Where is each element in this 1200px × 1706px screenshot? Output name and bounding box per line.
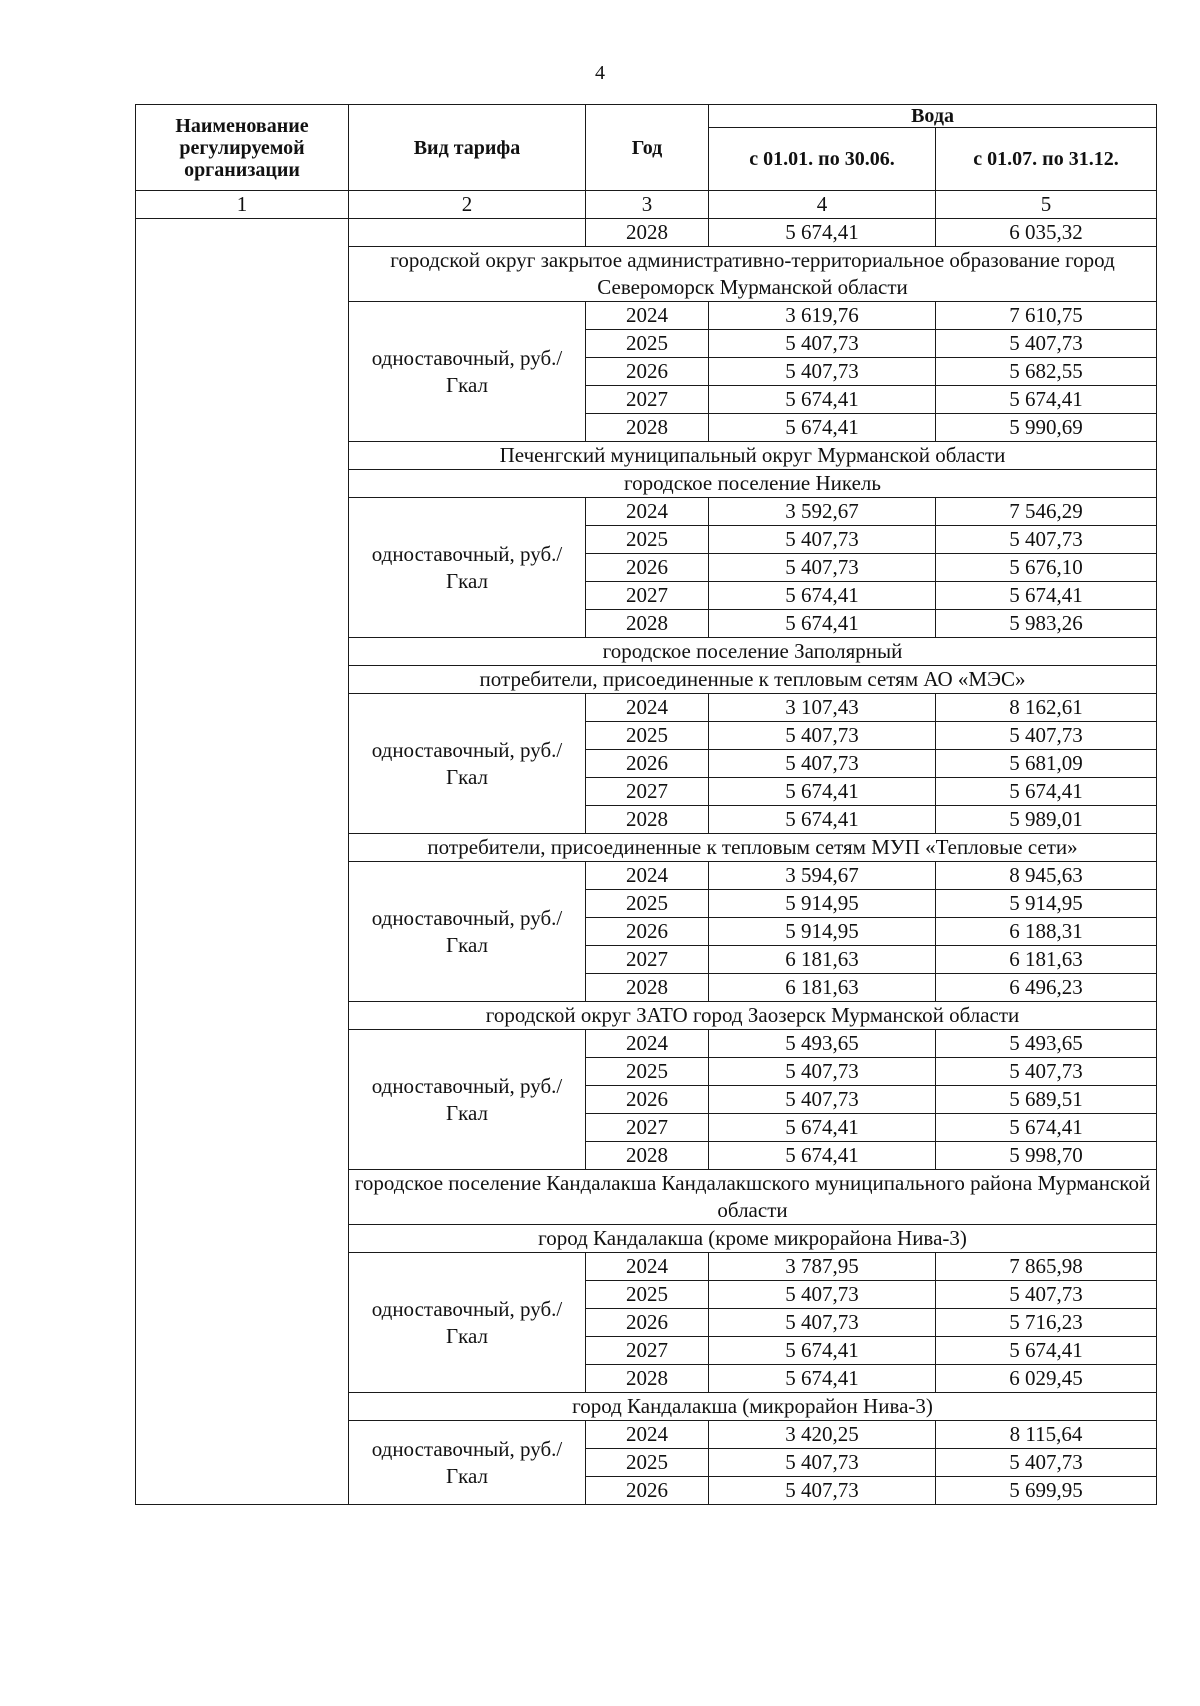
header-year: Год xyxy=(586,105,709,191)
column-number: 4 xyxy=(709,191,936,219)
tariff-cell: одноставочный, руб./Гкал xyxy=(349,862,586,1002)
value-cell: 5 407,73 xyxy=(709,1281,936,1309)
value-cell: 5 674,41 xyxy=(709,778,936,806)
value-cell: 5 674,41 xyxy=(709,386,936,414)
column-number: 3 xyxy=(586,191,709,219)
year-cell: 2027 xyxy=(586,582,709,610)
value-cell: 6 496,23 xyxy=(936,974,1157,1002)
value-cell: 5 493,65 xyxy=(709,1030,936,1058)
value-cell: 5 716,23 xyxy=(936,1309,1157,1337)
value-cell: 5 493,65 xyxy=(936,1030,1157,1058)
value-cell: 5 407,73 xyxy=(936,1449,1157,1477)
year-cell: 2026 xyxy=(586,750,709,778)
value-cell: 5 407,73 xyxy=(709,330,936,358)
year-cell: 2027 xyxy=(586,1114,709,1142)
value-cell: 5 998,70 xyxy=(936,1142,1157,1170)
value-cell: 8 945,63 xyxy=(936,862,1157,890)
year-cell: 2025 xyxy=(586,722,709,750)
value-cell: 6 188,31 xyxy=(936,918,1157,946)
value-cell: 3 619,76 xyxy=(709,302,936,330)
value-cell: 6 181,63 xyxy=(709,974,936,1002)
value-cell: 5 914,95 xyxy=(936,890,1157,918)
value-cell: 5 674,41 xyxy=(936,1337,1157,1365)
value-cell: 5 407,73 xyxy=(709,750,936,778)
year-cell: 2024 xyxy=(586,498,709,526)
value-cell: 5 407,73 xyxy=(936,1281,1157,1309)
column-number: 2 xyxy=(349,191,586,219)
section-heading: городское поселение Заполярный xyxy=(349,638,1157,666)
year-cell: 2027 xyxy=(586,1337,709,1365)
year-cell: 2028 xyxy=(586,1365,709,1393)
value-cell: 3 420,25 xyxy=(709,1421,936,1449)
year-cell: 2025 xyxy=(586,890,709,918)
value-cell: 5 674,41 xyxy=(709,1337,936,1365)
year-cell: 2026 xyxy=(586,1477,709,1505)
value-cell: 3 594,67 xyxy=(709,862,936,890)
column-number: 5 xyxy=(936,191,1157,219)
section-heading: городской округ закрытое административно-территориальное образование город Североморск Мурманской области xyxy=(349,247,1157,302)
value-cell: 5 699,95 xyxy=(936,1477,1157,1505)
header-water: Вода xyxy=(709,105,1157,128)
value-cell: 5 674,41 xyxy=(709,582,936,610)
value-cell: 5 914,95 xyxy=(709,890,936,918)
year-cell: 2025 xyxy=(586,1281,709,1309)
year-cell: 2026 xyxy=(586,554,709,582)
value-cell: 5 674,41 xyxy=(709,1142,936,1170)
value-cell: 6 181,63 xyxy=(936,946,1157,974)
year-cell: 2024 xyxy=(586,1253,709,1281)
year-cell: 2024 xyxy=(586,694,709,722)
year-cell: 2025 xyxy=(586,330,709,358)
value-cell: 8 115,64 xyxy=(936,1421,1157,1449)
value-cell: 5 674,41 xyxy=(936,778,1157,806)
value-cell: 5 674,41 xyxy=(709,806,936,834)
value-cell: 5 681,09 xyxy=(936,750,1157,778)
year-cell: 2028 xyxy=(586,219,709,247)
year-cell: 2027 xyxy=(586,946,709,974)
value-cell: 5 407,73 xyxy=(936,1058,1157,1086)
section-heading: городское поселение Кандалакша Кандалакшского муниципального района Мурманской области xyxy=(349,1170,1157,1225)
tariff-cell: одноставочный, руб./Гкал xyxy=(349,302,586,442)
tariff-cell: одноставочный, руб./Гкал xyxy=(349,694,586,834)
value-cell: 3 787,95 xyxy=(709,1253,936,1281)
year-cell: 2025 xyxy=(586,1058,709,1086)
table-body xyxy=(136,219,1157,1505)
value-cell: 7 610,75 xyxy=(936,302,1157,330)
section-heading: потребители, присоединенные к тепловым сетям АО «МЭС» xyxy=(349,666,1157,694)
value-cell: 5 674,41 xyxy=(936,1114,1157,1142)
tariff-table xyxy=(135,104,1157,1505)
org-cell xyxy=(136,219,349,1505)
value-cell: 5 407,73 xyxy=(709,526,936,554)
header-period-2: с 01.07. по 31.12. xyxy=(936,128,1157,191)
year-cell: 2025 xyxy=(586,1449,709,1477)
value-cell: 5 674,41 xyxy=(709,1114,936,1142)
year-cell: 2024 xyxy=(586,1421,709,1449)
value-cell: 5 674,41 xyxy=(709,414,936,442)
value-cell: 7 865,98 xyxy=(936,1253,1157,1281)
value-cell: 6 029,45 xyxy=(936,1365,1157,1393)
value-cell: 5 407,73 xyxy=(709,1449,936,1477)
year-cell: 2026 xyxy=(586,358,709,386)
value-cell: 5 689,51 xyxy=(936,1086,1157,1114)
value-cell: 5 407,73 xyxy=(709,1477,936,1505)
header-period-1: с 01.01. по 30.06. xyxy=(709,128,936,191)
column-number: 1 xyxy=(136,191,349,219)
value-cell: 5 676,10 xyxy=(936,554,1157,582)
value-cell: 6 181,63 xyxy=(709,946,936,974)
value-cell: 7 546,29 xyxy=(936,498,1157,526)
value-cell: 5 983,26 xyxy=(936,610,1157,638)
section-heading: Печенгский муниципальный округ Мурманской области xyxy=(349,442,1157,470)
value-cell: 5 990,69 xyxy=(936,414,1157,442)
value-cell: 5 407,73 xyxy=(709,358,936,386)
value-cell: 3 592,67 xyxy=(709,498,936,526)
year-cell: 2026 xyxy=(586,1086,709,1114)
year-cell: 2028 xyxy=(586,974,709,1002)
section-heading: городское поселение Никель xyxy=(349,470,1157,498)
tariff-cell xyxy=(349,219,586,247)
section-heading: город Кандалакша (микрорайон Нива-3) xyxy=(349,1393,1157,1421)
year-cell: 2026 xyxy=(586,1309,709,1337)
tariff-cell: одноставочный, руб./Гкал xyxy=(349,498,586,638)
year-cell: 2024 xyxy=(586,302,709,330)
header-tariff: Вид тарифа xyxy=(349,105,586,191)
year-cell: 2025 xyxy=(586,526,709,554)
value-cell: 5 674,41 xyxy=(709,219,936,247)
value-cell: 5 407,73 xyxy=(709,1309,936,1337)
value-cell: 5 682,55 xyxy=(936,358,1157,386)
value-cell: 5 407,73 xyxy=(709,1058,936,1086)
value-cell: 5 674,41 xyxy=(709,1365,936,1393)
year-cell: 2027 xyxy=(586,778,709,806)
value-cell: 5 674,41 xyxy=(936,386,1157,414)
value-cell: 5 989,01 xyxy=(936,806,1157,834)
year-cell: 2024 xyxy=(586,862,709,890)
section-heading: городской округ ЗАТО город Заозерск Мурманской области xyxy=(349,1002,1157,1030)
value-cell: 5 914,95 xyxy=(709,918,936,946)
year-cell: 2028 xyxy=(586,414,709,442)
value-cell: 8 162,61 xyxy=(936,694,1157,722)
section-heading: город Кандалакша (кроме микрорайона Нива-3) xyxy=(349,1225,1157,1253)
year-cell: 2028 xyxy=(586,610,709,638)
value-cell: 6 035,32 xyxy=(936,219,1157,247)
value-cell: 5 407,73 xyxy=(709,1086,936,1114)
tariff-cell: одноставочный, руб./Гкал xyxy=(349,1421,586,1505)
value-cell: 3 107,43 xyxy=(709,694,936,722)
value-cell: 5 407,73 xyxy=(936,526,1157,554)
value-cell: 5 407,73 xyxy=(709,722,936,750)
value-cell: 5 407,73 xyxy=(709,554,936,582)
year-cell: 2024 xyxy=(586,1030,709,1058)
header-org: Наименование регулируемой организации xyxy=(136,105,349,191)
section-heading: потребители, присоединенные к тепловым сетям МУП «Тепловые сети» xyxy=(349,834,1157,862)
year-cell: 2028 xyxy=(586,1142,709,1170)
value-cell: 5 407,73 xyxy=(936,330,1157,358)
year-cell: 2027 xyxy=(586,386,709,414)
year-cell: 2026 xyxy=(586,918,709,946)
page-number: 4 xyxy=(595,62,605,84)
value-cell: 5 674,41 xyxy=(709,610,936,638)
value-cell: 5 674,41 xyxy=(936,582,1157,610)
value-cell: 5 407,73 xyxy=(936,722,1157,750)
tariff-cell: одноставочный, руб./Гкал xyxy=(349,1030,586,1170)
tariff-cell: одноставочный, руб./Гкал xyxy=(349,1253,586,1393)
year-cell: 2028 xyxy=(586,806,709,834)
